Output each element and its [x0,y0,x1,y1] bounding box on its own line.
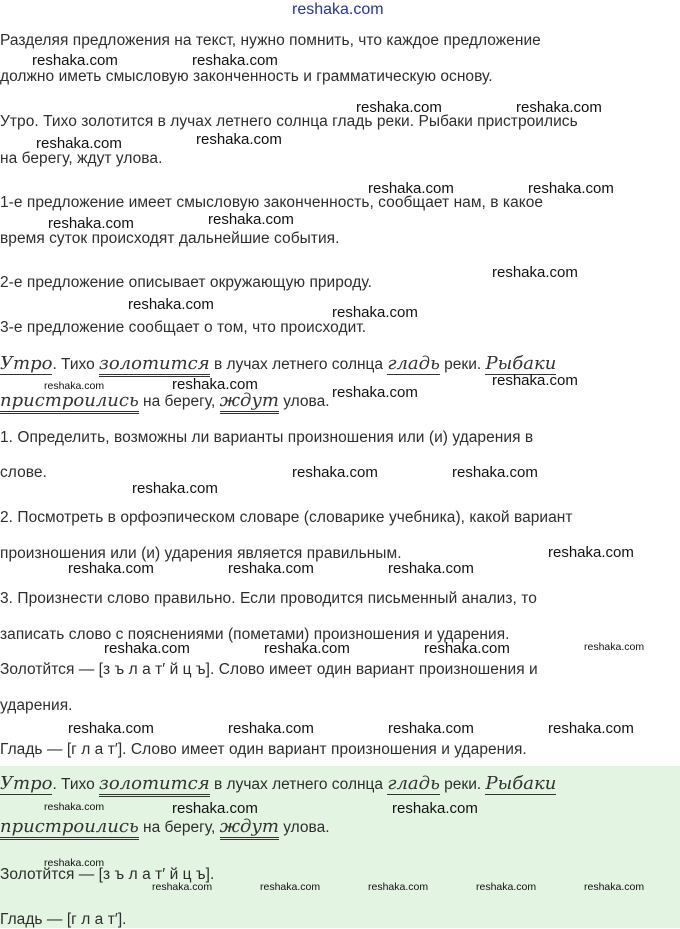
watermark: reshaka.com [44,801,105,813]
watermark: reshaka.com [332,384,418,401]
watermark: reshaka.com [152,881,213,893]
watermark: reshaka.com [332,304,418,321]
watermark: reshaka.com [260,881,321,893]
watermark: reshaka.com [548,720,634,737]
example-line-2: на берегу, ждут улова. [0,150,163,167]
watermark: reshaka.com [228,720,314,737]
predicate-word: пристроились [0,390,139,414]
watermark: reshaka.com [292,464,378,481]
watermark: reshaka.com [48,215,134,232]
sentence-1-note-a: 1-е предложение имеет смысловую законченность, сообщает нам, в какое [0,194,544,211]
watermark: reshaka.com [452,464,538,481]
site-title[interactable]: reshaka.com [292,1,384,18]
step-3-line-b: записать слово с пояснениями (пометами) произношения и ударения. [0,626,510,643]
watermark: reshaka.com [388,560,474,577]
watermark: reshaka.com [528,180,614,197]
step-1-line-a: 1. Определить, возможны ли варианты произношения или (и) ударения в [0,429,534,446]
watermark: reshaka.com [584,881,645,893]
predicate-word: ждут [220,816,279,840]
watermark: reshaka.com [476,881,537,893]
watermark: reshaka.com [208,211,294,228]
watermark: reshaka.com [36,135,122,152]
example-line-1: Утро. Тихо золотится в лучах летнего солнца гладь реки. Рыбаки пристроились [0,113,578,130]
watermark: reshaka.com [192,52,278,69]
subject-word: Рыбаки [485,773,557,794]
watermark: reshaka.com [132,480,218,497]
answer-line-1: Золотйтся — [з ъ л а т′ й ц ъ]. [0,866,215,883]
watermark: reshaka.com [492,372,578,389]
analysis-line-2: ударения. [0,697,73,714]
watermark: reshaka.com [492,264,578,281]
answer-sentence-line-2: пристроились на берегу, ждут улова. [0,816,330,837]
parsed-sentence-line-1: Утро. Тихо золотится в лучах летнего солнца гладь реки. Рыбаки [0,353,556,374]
subject-word: Утро [0,773,53,794]
analysis-line-3: Гладь — [г л а т′]. Слово имеет один вариант произношения и ударения. [0,741,527,758]
watermark: reshaka.com [104,640,190,657]
predicate-word: золотится [99,773,210,797]
watermark: reshaka.com [368,881,429,893]
watermark: reshaka.com [172,800,258,817]
watermark: reshaka.com [44,857,105,869]
subject-word: гладь [387,353,440,374]
step-3-line-a: 3. Произнести слово правильно. Если проводится письменный анализ, то [0,590,537,607]
step-1-line-b: слове. [0,464,47,481]
predicate-word: пристроились [0,816,139,840]
watermark: reshaka.com [388,720,474,737]
step-2-line-b: произношения или (и) ударения является правильным. [0,545,402,562]
watermark: reshaka.com [368,180,454,197]
watermark: reshaka.com [228,560,314,577]
intro-line-1: Разделяя предложения на текст, нужно помнить, что каждое предложение [0,32,541,49]
watermark: reshaka.com [356,99,442,116]
watermark: reshaka.com [516,99,602,116]
watermark: reshaka.com [264,640,350,657]
sentence-3-note: 3-е предложение сообщает о том, что происходит. [0,319,367,336]
watermark: reshaka.com [172,376,258,393]
watermark: reshaka.com [196,131,282,148]
answer-line-2: Гладь — [г л а т′]. [0,911,127,928]
watermark: reshaka.com [68,720,154,737]
watermark: reshaka.com [44,380,105,392]
watermark: reshaka.com [32,52,118,69]
watermark: reshaka.com [548,544,634,561]
intro-line-2: должно иметь смысловую законченность и грамматическую основу. [0,68,493,85]
watermark: reshaka.com [584,641,645,653]
subject-word: гладь [387,773,440,794]
subject-word: Рыбаки [485,353,557,374]
predicate-word: ждут [220,390,279,414]
predicate-word: золотится [99,353,210,377]
sentence-1-note-b: время суток происходят дальнейшие события. [0,230,340,247]
parsed-sentence-line-2: пристроились на берегу, ждут улова. [0,390,330,411]
watermark: reshaka.com [392,800,478,817]
analysis-line-1: Золотйтся — [з ъ л а т′ й ц ъ]. Слово имеет один вариант произношения и [0,661,538,678]
sentence-2-note: 2-е предложение описывает окружающую природу. [0,274,372,291]
step-2-line-a: 2. Посмотреть в орфоэпическом словаре (словарике учебника), какой вариант [0,509,573,526]
subject-word: Утро [0,353,53,374]
watermark: reshaka.com [68,560,154,577]
watermark: reshaka.com [128,296,214,313]
watermark: reshaka.com [424,640,510,657]
answer-sentence-line-1: Утро. Тихо золотится в лучах летнего солнца гладь реки. Рыбаки [0,773,556,794]
